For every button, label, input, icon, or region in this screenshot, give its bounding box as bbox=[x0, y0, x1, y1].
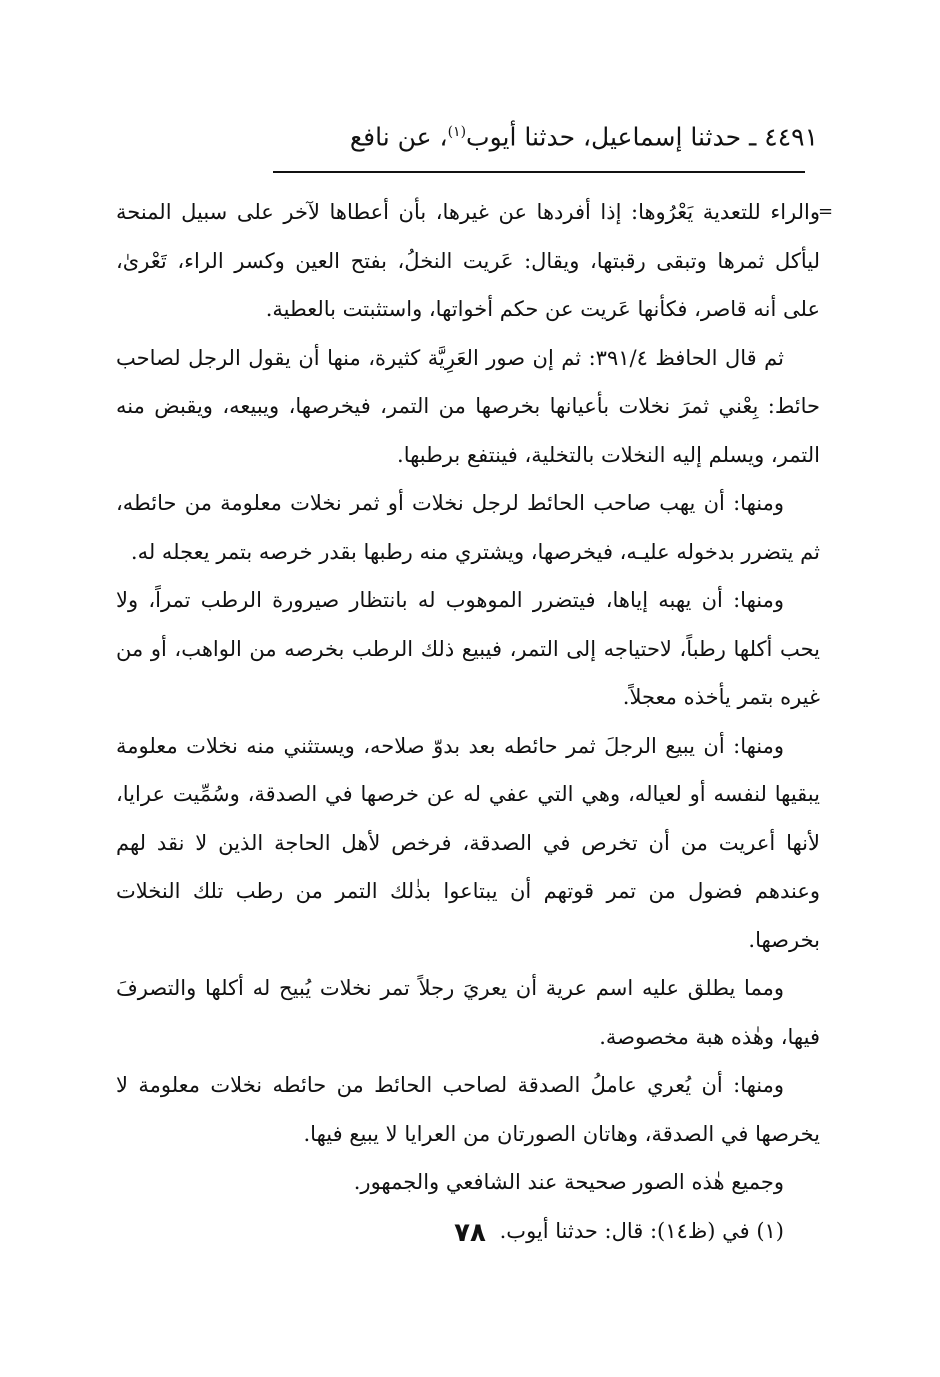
footnote-reference: (١) bbox=[447, 124, 467, 140]
hadith-header-text: ٤٤٩١ ـ حدثنا إسماعيل، حدثنا أيوب bbox=[466, 122, 818, 152]
paragraph: ومنها: أن يهب صاحب الحائط لرجل نخلات أو ثمر نخلات معلومة من حائطه، ثم يتضرر بدخوله عليـه، فيخرصها، ويشتري منه رطبها بقدر خرصه بتمر يعجله له. bbox=[116, 491, 820, 564]
paragraph: ومنها: أن يُعري عاملُ الصدقة لصاحب الحائط من حائطه نخلات معلومة لا يخرصها في الصدقة، وهاتان الصورتان من العرايا لا يبيع فيها. bbox=[116, 1073, 820, 1146]
page-number: ٧٨ bbox=[454, 1218, 486, 1248]
paragraph: ثم قال الحافظ ٣٩١/٤: ثم إن صور العَرِيَّة كثيرة، منها أن يقول الرجل لصاحب حائط: بِعْني ثمرَ نخلات بأعيانها بخرصها من التمر، فيخرصها، ويبيعه، ويقبض منه التمر، ويسلم إليه النخلات بالتخلية، فينتفع برطبها. bbox=[116, 345, 820, 467]
hadith-header bbox=[288, 112, 818, 157]
commentary-body bbox=[116, 188, 820, 1255]
hadith-header-end: ، عن نافع bbox=[349, 122, 448, 152]
paragraph: ومما يطلق عليه اسم عرية أن يعريَ رجلاً تمر نخلات يُبيح له أكلها والتصرفَ فيها، وهٰذه هبة مخصوصة. bbox=[116, 976, 820, 1049]
paragraph: ومنها: أن يهبه إياها، فيتضرر الموهوب له بانتظار صيرورة الرطب تمراً، ولا يحب أكلها رطباً، لاحتياجه إلى التمر، فيبيع ذلك الرطب بخرصه من الواهب، أو من غيره بتمر يأخذه معجلاً. bbox=[116, 588, 820, 709]
header-rule bbox=[273, 171, 805, 173]
paragraph: ومنها: أن يبيع الرجلَ ثمر حائطه بعد بدوّ صلاحه، ويستثني منه نخلات معلومة يبقيها لنفسه أو لعياله، وهي التي عفي له عن خرصها في الصدقة، وسُمِّيت عرايا، لأنها أعريت من أن تخرص في الصدقة، فرخص لأهل الحاجة الذين لا نقد لهم وعندهم فضول من تمر قوتهم أن يبتاعوا بذٰلك التمر من رطب تلك النخلات بخرصها. bbox=[116, 733, 820, 952]
paragraph: والراء للتعدية يَعْرُوها: إذا أفردها عن غيرها، بأن أعطاها لآخر على سبيل المنحة ليأكل ثمرها وتبقى رقبتها، ويقال: عَريت النخلُ، بفتح العين وكسر الراء، تَعْرىٰ، على أنه قاصر، فكأنها عَريت عن حكم أخواتها، واستثبتت بالعطية. bbox=[116, 200, 820, 321]
paragraph: وجميع هٰذه الصور صحيحة عند الشافعي والجمهور. bbox=[353, 1170, 784, 1194]
continuation-mark: = bbox=[818, 201, 834, 222]
footnote: (١) في (ظ١٤): قال: حدثنا أيوب. bbox=[499, 1218, 784, 1243]
